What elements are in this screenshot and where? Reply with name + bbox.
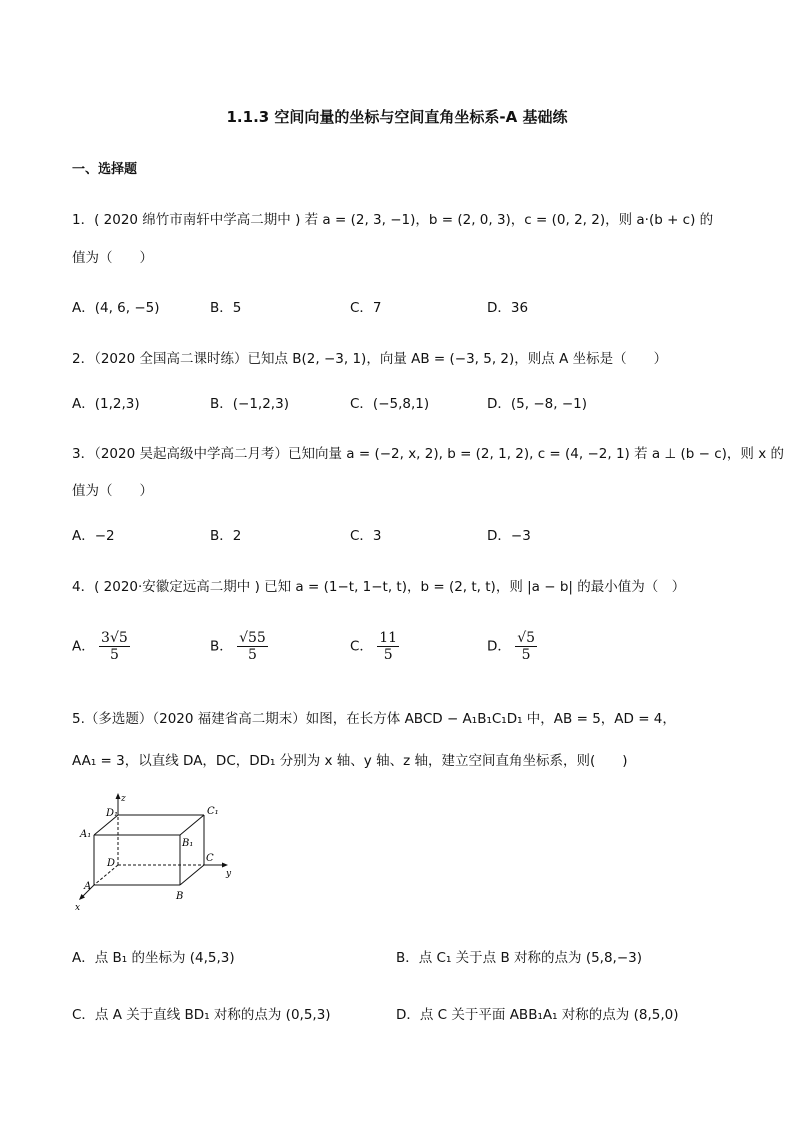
question-3-option-d: D．−3 <box>487 528 531 544</box>
label-d: D <box>107 858 116 869</box>
fraction <box>515 630 537 663</box>
question-4-stem: 4．( 2020·安徽定远高二期中 ) 已知 a = (1−t, 1−t, t)，b = (2, t, t)，则 |a − b| 的最小值为（ ） <box>72 579 686 595</box>
fraction-denominator: 5 <box>247 647 257 663</box>
fraction <box>377 630 399 663</box>
option-letter: D． <box>487 638 511 655</box>
label-a1: A₁ <box>80 829 92 840</box>
question-2-option-d: D．(5, −8, −1) <box>487 396 587 412</box>
axis-y-arrow <box>222 863 228 868</box>
question-5-option-b: B．点 C₁ 关于点 B 对称的点为 (5,8,−3) <box>396 950 643 966</box>
question-1-option-b: B．5 <box>210 300 242 316</box>
label-x: x <box>75 903 81 913</box>
label-c1: C₁ <box>207 806 219 817</box>
question-3-option-a: A．−2 <box>72 528 115 544</box>
option-letter: C． <box>350 638 373 655</box>
fraction-denominator: 5 <box>109 647 119 663</box>
label-b: B <box>176 891 184 902</box>
question-2-stem: 2．（2020 全国高二课时练）已知点 B(2, −3, 1)，向量 AB = (−3, 5, 2)，则点 A 坐标是（ ） <box>72 351 668 367</box>
question-3-stem: 3．（2020 吴起高级中学高二月考）已知向量 a = (−2, x, 2), b = (2, 1, 2), c = (4, −2, 1) 若 a ⊥ (b − c)，则 x 的 <box>72 446 784 462</box>
question-1-option-d: D．36 <box>487 300 529 316</box>
cuboid-figure <box>74 790 244 915</box>
question-2-option-a: A．(1,2,3) <box>72 396 140 412</box>
fraction-denominator: 5 <box>521 647 531 663</box>
option-letter: A． <box>72 638 95 655</box>
question-4-option-a <box>72 630 130 663</box>
edge-cb <box>180 865 204 885</box>
fraction-numerator: 3√5 <box>101 630 128 646</box>
question-5-stem: 5.（多选题）（2020 福建省高二期末）如图，在长方体 ABCD − A₁B₁C₁D₁ 中，AB = 5，AD = 4， <box>72 711 676 727</box>
fraction <box>237 630 268 663</box>
question-3-option-c: C．3 <box>350 528 382 544</box>
question-1-option-a: A．(4, 6, −5) <box>72 300 160 316</box>
question-1-stem: 1．( 2020 绵竹市南轩中学高二期中 ) 若 a = (2, 3, −1)，b = (2, 0, 3)，c = (0, 2, 2)，则 a·(b + c) 的 <box>72 212 714 228</box>
label-a: A <box>84 881 92 892</box>
label-z: z <box>121 794 126 804</box>
section-heading: 一、选择题 <box>72 162 138 177</box>
question-5-option-c: C．点 A 关于直线 BD₁ 对称的点为 (0,5,3) <box>72 1007 331 1023</box>
question-5-option-d: D．点 C 关于平面 ABB₁A₁ 对称的点为 (8,5,0) <box>396 1007 679 1023</box>
question-1-stem-cont: 值为（ ） <box>72 250 153 266</box>
edge-c1b1 <box>180 815 204 835</box>
question-3-stem-cont: 值为（ ） <box>72 483 153 499</box>
label-b1: B₁ <box>182 838 194 849</box>
axis-z-arrow <box>116 793 121 799</box>
question-4-option-d <box>487 630 537 663</box>
question-2-option-b: B．(−1,2,3) <box>210 396 289 412</box>
page-title: 1.1.3 空间向量的坐标与空间直角坐标系-A 基础练 <box>226 108 568 126</box>
fraction-numerator: √5 <box>517 630 536 646</box>
label-y: y <box>226 869 232 879</box>
fraction-denominator: 5 <box>383 647 393 663</box>
question-4-option-c <box>350 630 399 663</box>
fraction-numerator: √55 <box>239 630 266 646</box>
question-1-option-c: C．7 <box>350 300 382 316</box>
label-d1: D₁ <box>106 808 119 819</box>
fraction <box>99 630 130 663</box>
question-4-option-b <box>210 630 268 663</box>
question-5-option-a: A．点 B₁ 的坐标为 (4,5,3) <box>72 950 235 966</box>
option-letter: B． <box>210 638 233 655</box>
label-c: C <box>206 853 214 864</box>
question-3-option-b: B．2 <box>210 528 242 544</box>
fraction-numerator: 11 <box>379 630 398 646</box>
question-2-option-c: C．(−5,8,1) <box>350 396 430 412</box>
question-5-stem-cont: AA₁ = 3，以直线 DA，DC，DD₁ 分别为 x 轴、y 轴、z 轴，建立空间直角坐标系，则( ) <box>72 753 628 769</box>
